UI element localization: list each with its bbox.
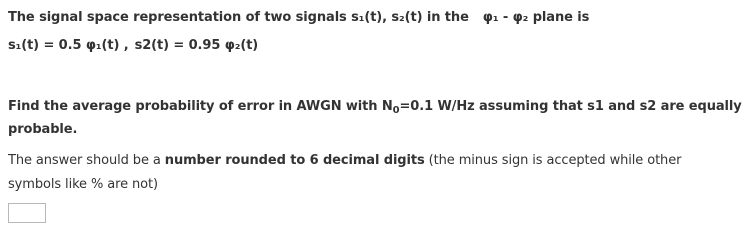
instructions-suffix: (the minus sign is accepted while other (428, 153, 682, 168)
signal-definitions-line (8, 38, 258, 53)
signal-s2-definition: s2(t) = 0.95 φ₂(t) (134, 38, 259, 53)
instructions-continuation: symbols like % are not) (8, 177, 158, 192)
question-intro-line (8, 10, 589, 25)
task-text-end: =0.1 W/Hz assuming that s1 and s2 are equally (399, 99, 742, 114)
signal-s1-definition: s₁(t) = 0.5 φ₁(t) , (8, 38, 129, 53)
question-task-line-2 (8, 122, 77, 137)
task-text-continuation: probable. (8, 122, 78, 137)
basis-notation: φ₁ - φ₂ (482, 10, 529, 25)
instructions-prefix: The answer should be a (8, 153, 161, 168)
noise-subscript: 0 (392, 105, 400, 116)
question-task-line (8, 99, 742, 114)
instructions-emphasis: number rounded to 6 decimal digits (164, 153, 425, 168)
instructions-line-2 (8, 177, 158, 192)
instructions-line (8, 153, 681, 168)
intro-text: The signal space representation of two signals s₁(t), s₂(t) in the (8, 10, 469, 25)
task-text-start: Find the average probability of error in AWGN with N (8, 99, 393, 114)
intro-tail: plane is (532, 10, 590, 25)
answer-input[interactable] (8, 203, 46, 223)
